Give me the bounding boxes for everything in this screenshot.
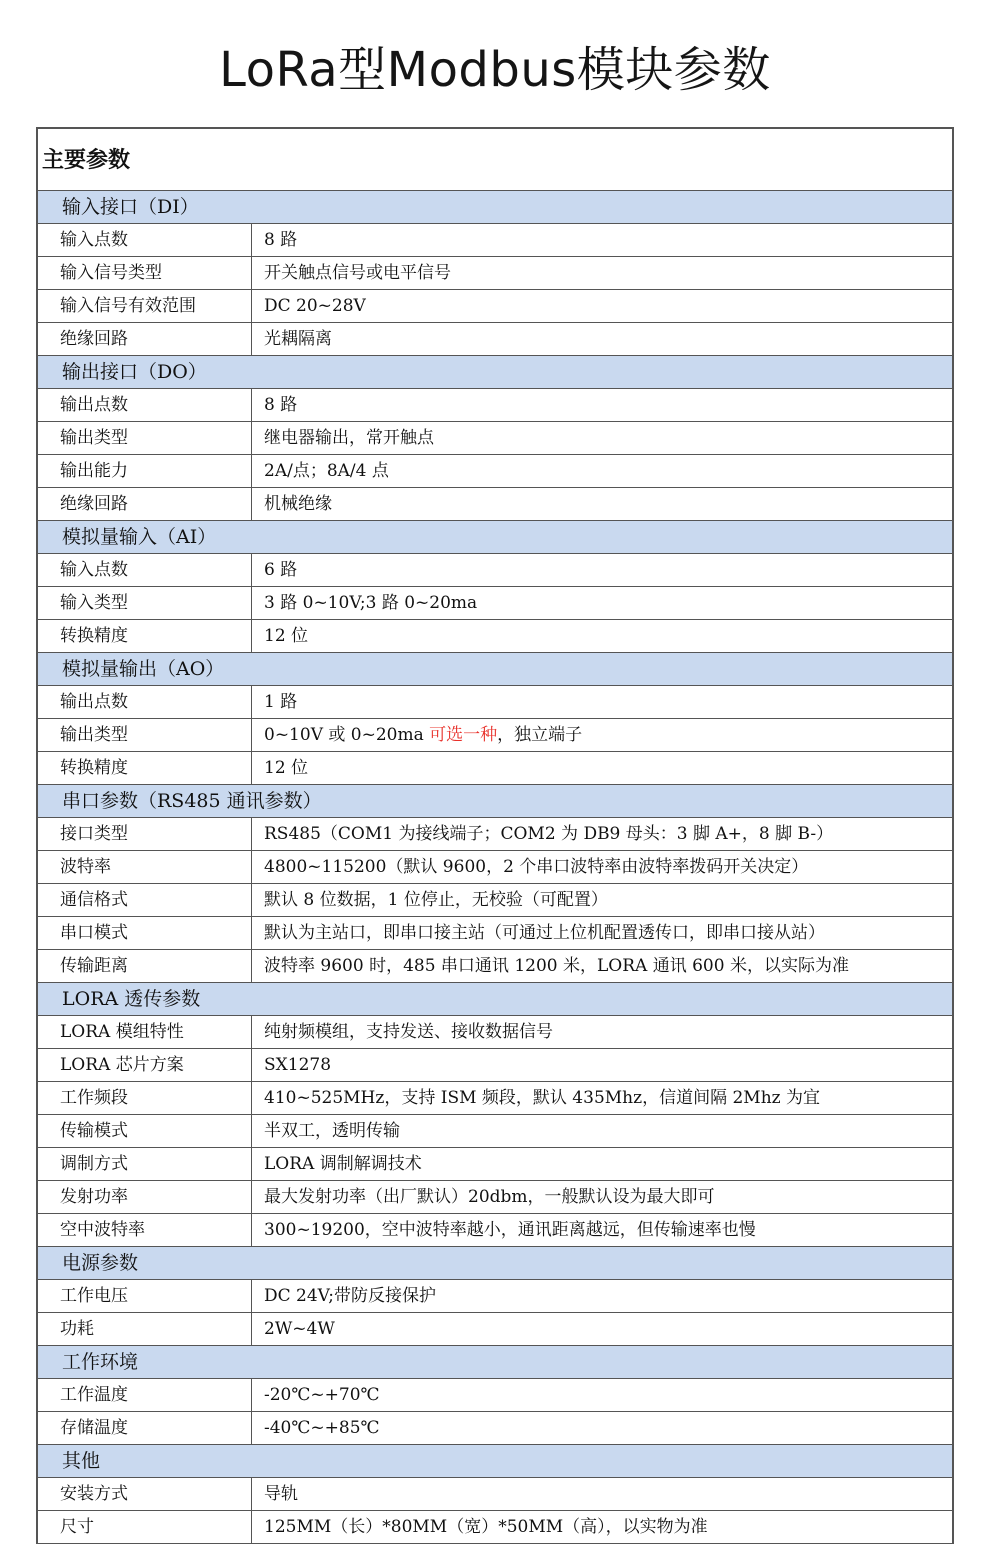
param-name: 传输距离 <box>38 950 252 982</box>
param-name: 功耗 <box>38 1313 252 1345</box>
table-row <box>38 1181 952 1214</box>
table-row <box>38 1082 952 1115</box>
table-row <box>38 950 952 983</box>
table-row <box>38 686 952 719</box>
param-name: 输出类型 <box>38 719 252 751</box>
param-value: 默认为主站口，即串口接主站（可通过上位机配置透传口，即串口接从站） <box>264 923 825 943</box>
table-row <box>38 1148 952 1181</box>
param-name: 安装方式 <box>38 1478 252 1510</box>
param-name: 转换精度 <box>38 752 252 784</box>
section-header: 工作环境 <box>38 1346 952 1379</box>
table-row <box>38 1016 952 1049</box>
table-row <box>38 1478 952 1511</box>
param-value: 半双工，透明传输 <box>264 1121 400 1141</box>
parameter-sections <box>38 191 952 1544</box>
section-header: 其他 <box>38 1445 952 1478</box>
param-value: 6 路 <box>264 560 298 580</box>
param-name: 通信格式 <box>38 884 252 916</box>
param-name: 输入信号有效范围 <box>38 290 252 322</box>
param-name: 转换精度 <box>38 620 252 652</box>
table-row <box>38 1280 952 1313</box>
table-row <box>38 323 952 356</box>
param-value: LORA 调制解调技术 <box>264 1154 422 1174</box>
table-row <box>38 818 952 851</box>
param-name: 调制方式 <box>38 1148 252 1180</box>
param-name: LORA 模组特性 <box>38 1016 252 1048</box>
section-header: 输入接口（DI） <box>38 191 952 224</box>
table-row <box>38 389 952 422</box>
param-value: 410~525MHz，支持 ISM 频段，默认 435Mhz，信道间隔 2Mhz 为宜 <box>264 1088 821 1108</box>
table-row <box>38 290 952 323</box>
section-header: 输出接口（DO） <box>38 356 952 389</box>
table-row <box>38 1313 952 1346</box>
param-name: 尺寸 <box>38 1511 252 1543</box>
param-value: 300~19200，空中波特率越小，通讯距离越远，但传输速率也慢 <box>264 1220 756 1240</box>
param-name: 存储温度 <box>38 1412 252 1444</box>
param-name: 工作频段 <box>38 1082 252 1114</box>
param-value: 4800~115200（默认 9600，2 个串口波特率由波特率拨码开关决定） <box>264 857 809 877</box>
param-name: 传输模式 <box>38 1115 252 1147</box>
param-name: 输出类型 <box>38 422 252 454</box>
table-row <box>38 554 952 587</box>
table-title: 主要参数 <box>38 129 952 191</box>
param-value: -20℃~+70℃ <box>264 1385 380 1405</box>
section-header: 电源参数 <box>38 1247 952 1280</box>
param-value: 12 位 <box>264 758 309 778</box>
param-value <box>252 719 952 751</box>
section-header: 模拟量输入（AI） <box>38 521 952 554</box>
param-value: SX1278 <box>264 1055 332 1075</box>
param-name: 绝缘回路 <box>38 323 252 355</box>
page-title: LoRa型Modbus模块参数 <box>219 42 771 98</box>
param-name: 输入点数 <box>38 554 252 586</box>
param-value: 纯射频模组，支持发送、接收数据信号 <box>264 1022 553 1042</box>
param-value-text: 0~10V 或 0~20ma <box>264 725 430 745</box>
param-name: 输入点数 <box>38 224 252 256</box>
param-name: 工作温度 <box>38 1379 252 1411</box>
param-value: 2W~4W <box>264 1319 335 1339</box>
param-name: LORA 芯片方案 <box>38 1049 252 1081</box>
param-value: 开关触点信号或电平信号 <box>264 263 451 283</box>
param-name: 接口类型 <box>38 818 252 850</box>
param-name: 工作电压 <box>38 1280 252 1312</box>
table-row <box>38 917 952 950</box>
param-name: 绝缘回路 <box>38 488 252 520</box>
table-row <box>38 620 952 653</box>
param-value: 8 路 <box>264 395 298 415</box>
table-row <box>38 851 952 884</box>
param-value: 光耦隔离 <box>264 329 332 349</box>
table-row <box>38 587 952 620</box>
param-name: 串口模式 <box>38 917 252 949</box>
table-row <box>38 224 952 257</box>
param-value: 继电器输出，常开触点 <box>264 428 434 448</box>
section-header: 串口参数（RS485 通讯参数） <box>38 785 952 818</box>
param-value: 3 路 0~10V;3 路 0~20ma <box>264 593 478 613</box>
table-row <box>38 488 952 521</box>
table-row <box>38 1049 952 1082</box>
param-value: 默认 8 位数据，1 位停止，无校验（可配置） <box>264 890 608 910</box>
param-value: 12 位 <box>264 626 309 646</box>
table-row <box>38 422 952 455</box>
table-row <box>38 1214 952 1247</box>
section-header: 模拟量输出（AO） <box>38 653 952 686</box>
param-value: 2A/点；8A/4 点 <box>264 461 389 481</box>
param-name: 输出点数 <box>38 389 252 421</box>
table-row <box>38 257 952 290</box>
param-value: 波特率 9600 时，485 串口通讯 1200 米，LORA 通讯 600 米，以实际为准 <box>264 956 849 976</box>
param-value: 机械绝缘 <box>264 494 332 514</box>
param-name: 波特率 <box>38 851 252 883</box>
table-row <box>38 1115 952 1148</box>
param-value-suffix: ，独立端子 <box>497 725 583 745</box>
table-row <box>38 884 952 917</box>
table-row <box>38 1379 952 1412</box>
param-value: 1 路 <box>264 692 298 712</box>
section-header: LORA 透传参数 <box>38 983 952 1016</box>
param-name: 输出点数 <box>38 686 252 718</box>
param-value-highlight: 可选一种 <box>429 725 498 745</box>
param-value: RS485（COM1 为接线端子；COM2 为 DB9 母头：3 脚 A+，8 脚 B-） <box>264 824 834 844</box>
table-row <box>38 1412 952 1445</box>
param-name: 输出能力 <box>38 455 252 487</box>
param-value: -40℃~+85℃ <box>264 1418 380 1438</box>
param-value: 导轨 <box>264 1484 298 1504</box>
table-row <box>38 719 952 752</box>
param-value: DC 20~28V <box>264 296 366 316</box>
param-name: 发射功率 <box>38 1181 252 1213</box>
param-value: DC 24V;带防反接保护 <box>264 1286 436 1306</box>
table-row <box>38 455 952 488</box>
parameter-table <box>36 127 954 1544</box>
param-name: 输入类型 <box>38 587 252 619</box>
table-row <box>38 1511 952 1544</box>
param-value: 8 路 <box>264 230 298 250</box>
param-name: 输入信号类型 <box>38 257 252 289</box>
table-row <box>38 752 952 785</box>
param-name: 空中波特率 <box>38 1214 252 1246</box>
param-value: 最大发射功率（出厂默认）20dbm，一般默认设为最大即可 <box>264 1187 715 1207</box>
param-value: 125MM（长）*80MM（宽）*50MM（高），以实物为准 <box>264 1517 708 1537</box>
